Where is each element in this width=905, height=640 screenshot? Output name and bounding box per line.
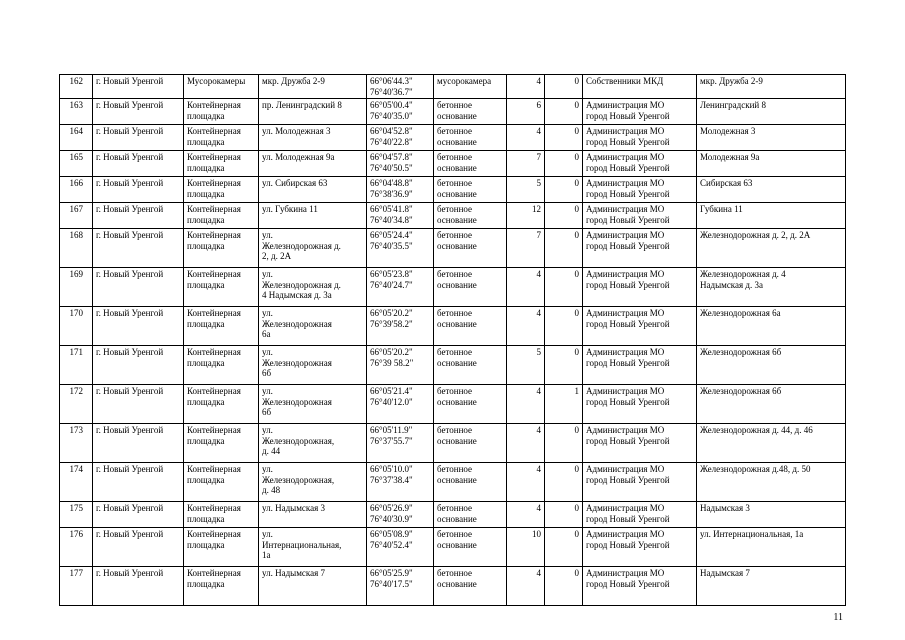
containers-count-cell: 4 [507, 75, 545, 99]
extra-count-cell: 0 [545, 567, 583, 606]
city-cell: г. Новый Уренгой [93, 307, 184, 346]
row-number: 169 [60, 268, 93, 307]
city-cell: г. Новый Уренгой [93, 99, 184, 125]
site-type-cell: Контейнерная площадка [184, 424, 259, 463]
address-cell: ул. Губкина 11 [259, 203, 367, 229]
owner-cell: Администрация МО город Новый Уренгой [583, 346, 697, 385]
row-number: 162 [60, 75, 93, 99]
address-cell: ул. Молодежная 9а [259, 151, 367, 177]
surface-cell: бетонное основание [434, 177, 507, 203]
address-cell: ул. Железнодорожная 6б [259, 385, 367, 424]
containers-count-cell: 5 [507, 346, 545, 385]
extra-count-cell: 0 [545, 125, 583, 151]
served-objects-cell: Молодежная 9а [697, 151, 846, 177]
city-cell: г. Новый Уренгой [93, 268, 184, 307]
owner-cell: Собственники МКД [583, 75, 697, 99]
table-row [60, 385, 846, 424]
containers-count-cell: 7 [507, 229, 545, 268]
table-row [60, 307, 846, 346]
row-number: 174 [60, 463, 93, 502]
site-type-cell: Контейнерная площадка [184, 528, 259, 567]
extra-count-cell: 0 [545, 463, 583, 502]
extra-count-cell: 0 [545, 528, 583, 567]
city-cell: г. Новый Уренгой [93, 125, 184, 151]
surface-cell: бетонное основание [434, 502, 507, 528]
served-objects-cell: Надымская 3 [697, 502, 846, 528]
containers-count-cell: 4 [507, 307, 545, 346]
surface-cell: бетонное основание [434, 567, 507, 606]
owner-cell: Администрация МО город Новый Уренгой [583, 463, 697, 502]
site-type-cell: Контейнерная площадка [184, 463, 259, 502]
surface-cell: мусорокамера [434, 75, 507, 99]
coordinates-cell: 66°05'21.4" 76°40'12.0" [367, 385, 434, 424]
row-number: 168 [60, 229, 93, 268]
served-objects-cell: Железнодорожная 6а [697, 307, 846, 346]
address-cell: ул. Железнодорожная д. 4 Надымская д. 3а [259, 268, 367, 307]
address-cell: ул. Железнодорожная 6б [259, 346, 367, 385]
site-type-cell: Контейнерная площадка [184, 177, 259, 203]
extra-count-cell: 0 [545, 75, 583, 99]
extra-count-cell: 0 [545, 346, 583, 385]
table-row [60, 567, 846, 606]
owner-cell: Администрация МО город Новый Уренгой [583, 177, 697, 203]
city-cell: г. Новый Уренгой [93, 346, 184, 385]
city-cell: г. Новый Уренгой [93, 567, 184, 606]
address-cell: пр. Ленинградский 8 [259, 99, 367, 125]
coordinates-cell: 66°05'24.4" 76°40'35.5" [367, 229, 434, 268]
owner-cell: Администрация МО город Новый Уренгой [583, 567, 697, 606]
surface-cell: бетонное основание [434, 151, 507, 177]
row-number: 173 [60, 424, 93, 463]
address-cell: ул. Надымская 3 [259, 502, 367, 528]
site-type-cell: Контейнерная площадка [184, 268, 259, 307]
surface-cell: бетонное основание [434, 268, 507, 307]
address-cell: ул. Железнодорожная д. 2, д. 2А [259, 229, 367, 268]
city-cell: г. Новый Уренгой [93, 75, 184, 99]
extra-count-cell: 0 [545, 502, 583, 528]
city-cell: г. Новый Уренгой [93, 151, 184, 177]
address-cell: ул. Железнодорожная, д. 48 [259, 463, 367, 502]
site-type-cell: Контейнерная площадка [184, 151, 259, 177]
containers-count-cell: 4 [507, 385, 545, 424]
table-row [60, 125, 846, 151]
extra-count-cell: 0 [545, 307, 583, 346]
served-objects-cell: Молодежная 3 [697, 125, 846, 151]
site-type-cell: Контейнерная площадка [184, 203, 259, 229]
coordinates-cell: 66°05'26.9" 76°40'30.9" [367, 502, 434, 528]
extra-count-cell: 0 [545, 268, 583, 307]
containers-count-cell: 4 [507, 125, 545, 151]
coordinates-cell: 66°05'08.9" 76°40'52.4" [367, 528, 434, 567]
city-cell: г. Новый Уренгой [93, 385, 184, 424]
containers-count-cell: 4 [507, 567, 545, 606]
table-row [60, 177, 846, 203]
containers-count-cell: 4 [507, 268, 545, 307]
city-cell: г. Новый Уренгой [93, 528, 184, 567]
served-objects-cell: Железнодорожная д.48, д. 50 [697, 463, 846, 502]
row-number: 177 [60, 567, 93, 606]
address-cell: ул. Интернациональная, 1а [259, 528, 367, 567]
address-cell: ул. Железнодорожная, д. 44 [259, 424, 367, 463]
row-number: 171 [60, 346, 93, 385]
site-type-cell: Контейнерная площадка [184, 346, 259, 385]
site-type-cell: Контейнерная площадка [184, 99, 259, 125]
coordinates-cell: 66°04'52.8" 76°40'22.8" [367, 125, 434, 151]
coordinates-cell: 66°05'00.4" 76°40'35.0" [367, 99, 434, 125]
row-number: 163 [60, 99, 93, 125]
city-cell: г. Новый Уренгой [93, 463, 184, 502]
served-objects-cell: мкр. Дружба 2-9 [697, 75, 846, 99]
site-type-cell: Контейнерная площадка [184, 125, 259, 151]
coordinates-cell: 66°05'20.2" 76°39 58.2" [367, 346, 434, 385]
site-type-cell: Контейнерная площадка [184, 502, 259, 528]
owner-cell: Администрация МО город Новый Уренгой [583, 307, 697, 346]
served-objects-cell: Надымская 7 [697, 567, 846, 606]
served-objects-cell: Железнодорожная д. 2, д. 2А [697, 229, 846, 268]
extra-count-cell: 0 [545, 229, 583, 268]
table-row [60, 528, 846, 567]
owner-cell: Администрация МО город Новый Уренгой [583, 229, 697, 268]
served-objects-cell: Сибирская 63 [697, 177, 846, 203]
coordinates-cell: 66°05'11.9" 76°37'55.7" [367, 424, 434, 463]
extra-count-cell: 0 [545, 424, 583, 463]
surface-cell: бетонное основание [434, 463, 507, 502]
extra-count-cell: 0 [545, 203, 583, 229]
extra-count-cell: 0 [545, 177, 583, 203]
row-number: 175 [60, 502, 93, 528]
owner-cell: Администрация МО город Новый Уренгой [583, 268, 697, 307]
row-number: 172 [60, 385, 93, 424]
table-row [60, 346, 846, 385]
containers-count-cell: 4 [507, 424, 545, 463]
row-number: 170 [60, 307, 93, 346]
containers-count-cell: 6 [507, 99, 545, 125]
site-type-cell: Контейнерная площадка [184, 307, 259, 346]
table-row [60, 99, 846, 125]
city-cell: г. Новый Уренгой [93, 502, 184, 528]
extra-count-cell: 0 [545, 151, 583, 177]
table-row [60, 268, 846, 307]
coordinates-cell: 66°05'25.9" 76°40'17.5" [367, 567, 434, 606]
table-row [60, 229, 846, 268]
row-number: 166 [60, 177, 93, 203]
address-cell: ул. Молодежная 3 [259, 125, 367, 151]
coordinates-cell: 66°05'20.2" 76°39'58.2" [367, 307, 434, 346]
containers-count-cell: 12 [507, 203, 545, 229]
surface-cell: бетонное основание [434, 307, 507, 346]
site-type-cell: Контейнерная площадка [184, 385, 259, 424]
table-row [60, 502, 846, 528]
row-number: 165 [60, 151, 93, 177]
containers-count-cell: 4 [507, 463, 545, 502]
served-objects-cell: Железнодорожная д. 4 Надымская д. 3а [697, 268, 846, 307]
row-number: 176 [60, 528, 93, 567]
page-number: 11 [833, 612, 843, 623]
coordinates-cell: 66°05'10.0" 76°37'38.4" [367, 463, 434, 502]
containers-count-cell: 5 [507, 177, 545, 203]
surface-cell: бетонное основание [434, 424, 507, 463]
table-row [60, 75, 846, 99]
owner-cell: Администрация МО город Новый Уренгой [583, 424, 697, 463]
served-objects-cell: Железнодорожная д. 44, д. 46 [697, 424, 846, 463]
table-body [60, 75, 846, 606]
owner-cell: Администрация МО город Новый Уренгой [583, 151, 697, 177]
extra-count-cell: 0 [545, 99, 583, 125]
served-objects-cell: Железнодорожная 6б [697, 346, 846, 385]
site-type-cell: Мусорокамеры [184, 75, 259, 99]
surface-cell: бетонное основание [434, 99, 507, 125]
containers-count-cell: 4 [507, 502, 545, 528]
owner-cell: Администрация МО город Новый Уренгой [583, 385, 697, 424]
address-cell: мкр. Дружба 2-9 [259, 75, 367, 99]
served-objects-cell: Губкина 11 [697, 203, 846, 229]
surface-cell: бетонное основание [434, 229, 507, 268]
owner-cell: Администрация МО город Новый Уренгой [583, 203, 697, 229]
table-row [60, 203, 846, 229]
extra-count-cell: 1 [545, 385, 583, 424]
served-objects-cell: Железнодорожная 6б [697, 385, 846, 424]
surface-cell: бетонное основание [434, 203, 507, 229]
city-cell: г. Новый Уренгой [93, 229, 184, 268]
table-row [60, 424, 846, 463]
owner-cell: Администрация МО город Новый Уренгой [583, 528, 697, 567]
surface-cell: бетонное основание [434, 346, 507, 385]
owner-cell: Администрация МО город Новый Уренгой [583, 125, 697, 151]
waste-sites-table [59, 74, 846, 606]
address-cell: ул. Надымская 7 [259, 567, 367, 606]
containers-count-cell: 10 [507, 528, 545, 567]
containers-count-cell: 7 [507, 151, 545, 177]
city-cell: г. Новый Уренгой [93, 203, 184, 229]
registry-table-container [59, 74, 846, 606]
city-cell: г. Новый Уренгой [93, 424, 184, 463]
site-type-cell: Контейнерная площадка [184, 567, 259, 606]
row-number: 167 [60, 203, 93, 229]
table-row [60, 151, 846, 177]
owner-cell: Администрация МО город Новый Уренгой [583, 99, 697, 125]
city-cell: г. Новый Уренгой [93, 177, 184, 203]
address-cell: ул. Сибирская 63 [259, 177, 367, 203]
table-row [60, 463, 846, 502]
surface-cell: бетонное основание [434, 125, 507, 151]
served-objects-cell: Ленинградский 8 [697, 99, 846, 125]
served-objects-cell: ул. Интернациональная, 1а [697, 528, 846, 567]
coordinates-cell: 66°05'23.8" 76°40'24.7" [367, 268, 434, 307]
row-number: 164 [60, 125, 93, 151]
surface-cell: бетонное основание [434, 528, 507, 567]
coordinates-cell: 66°05'41.8" 76°40'34.8" [367, 203, 434, 229]
coordinates-cell: 66°04'48.8" 76°38'36.9" [367, 177, 434, 203]
coordinates-cell: 66°04'57.8" 76°40'50.5" [367, 151, 434, 177]
site-type-cell: Контейнерная площадка [184, 229, 259, 268]
surface-cell: бетонное основание [434, 385, 507, 424]
coordinates-cell: 66°06'44.3" 76°40'36.7" [367, 75, 434, 99]
owner-cell: Администрация МО город Новый Уренгой [583, 502, 697, 528]
address-cell: ул. Железнодорожная 6а [259, 307, 367, 346]
